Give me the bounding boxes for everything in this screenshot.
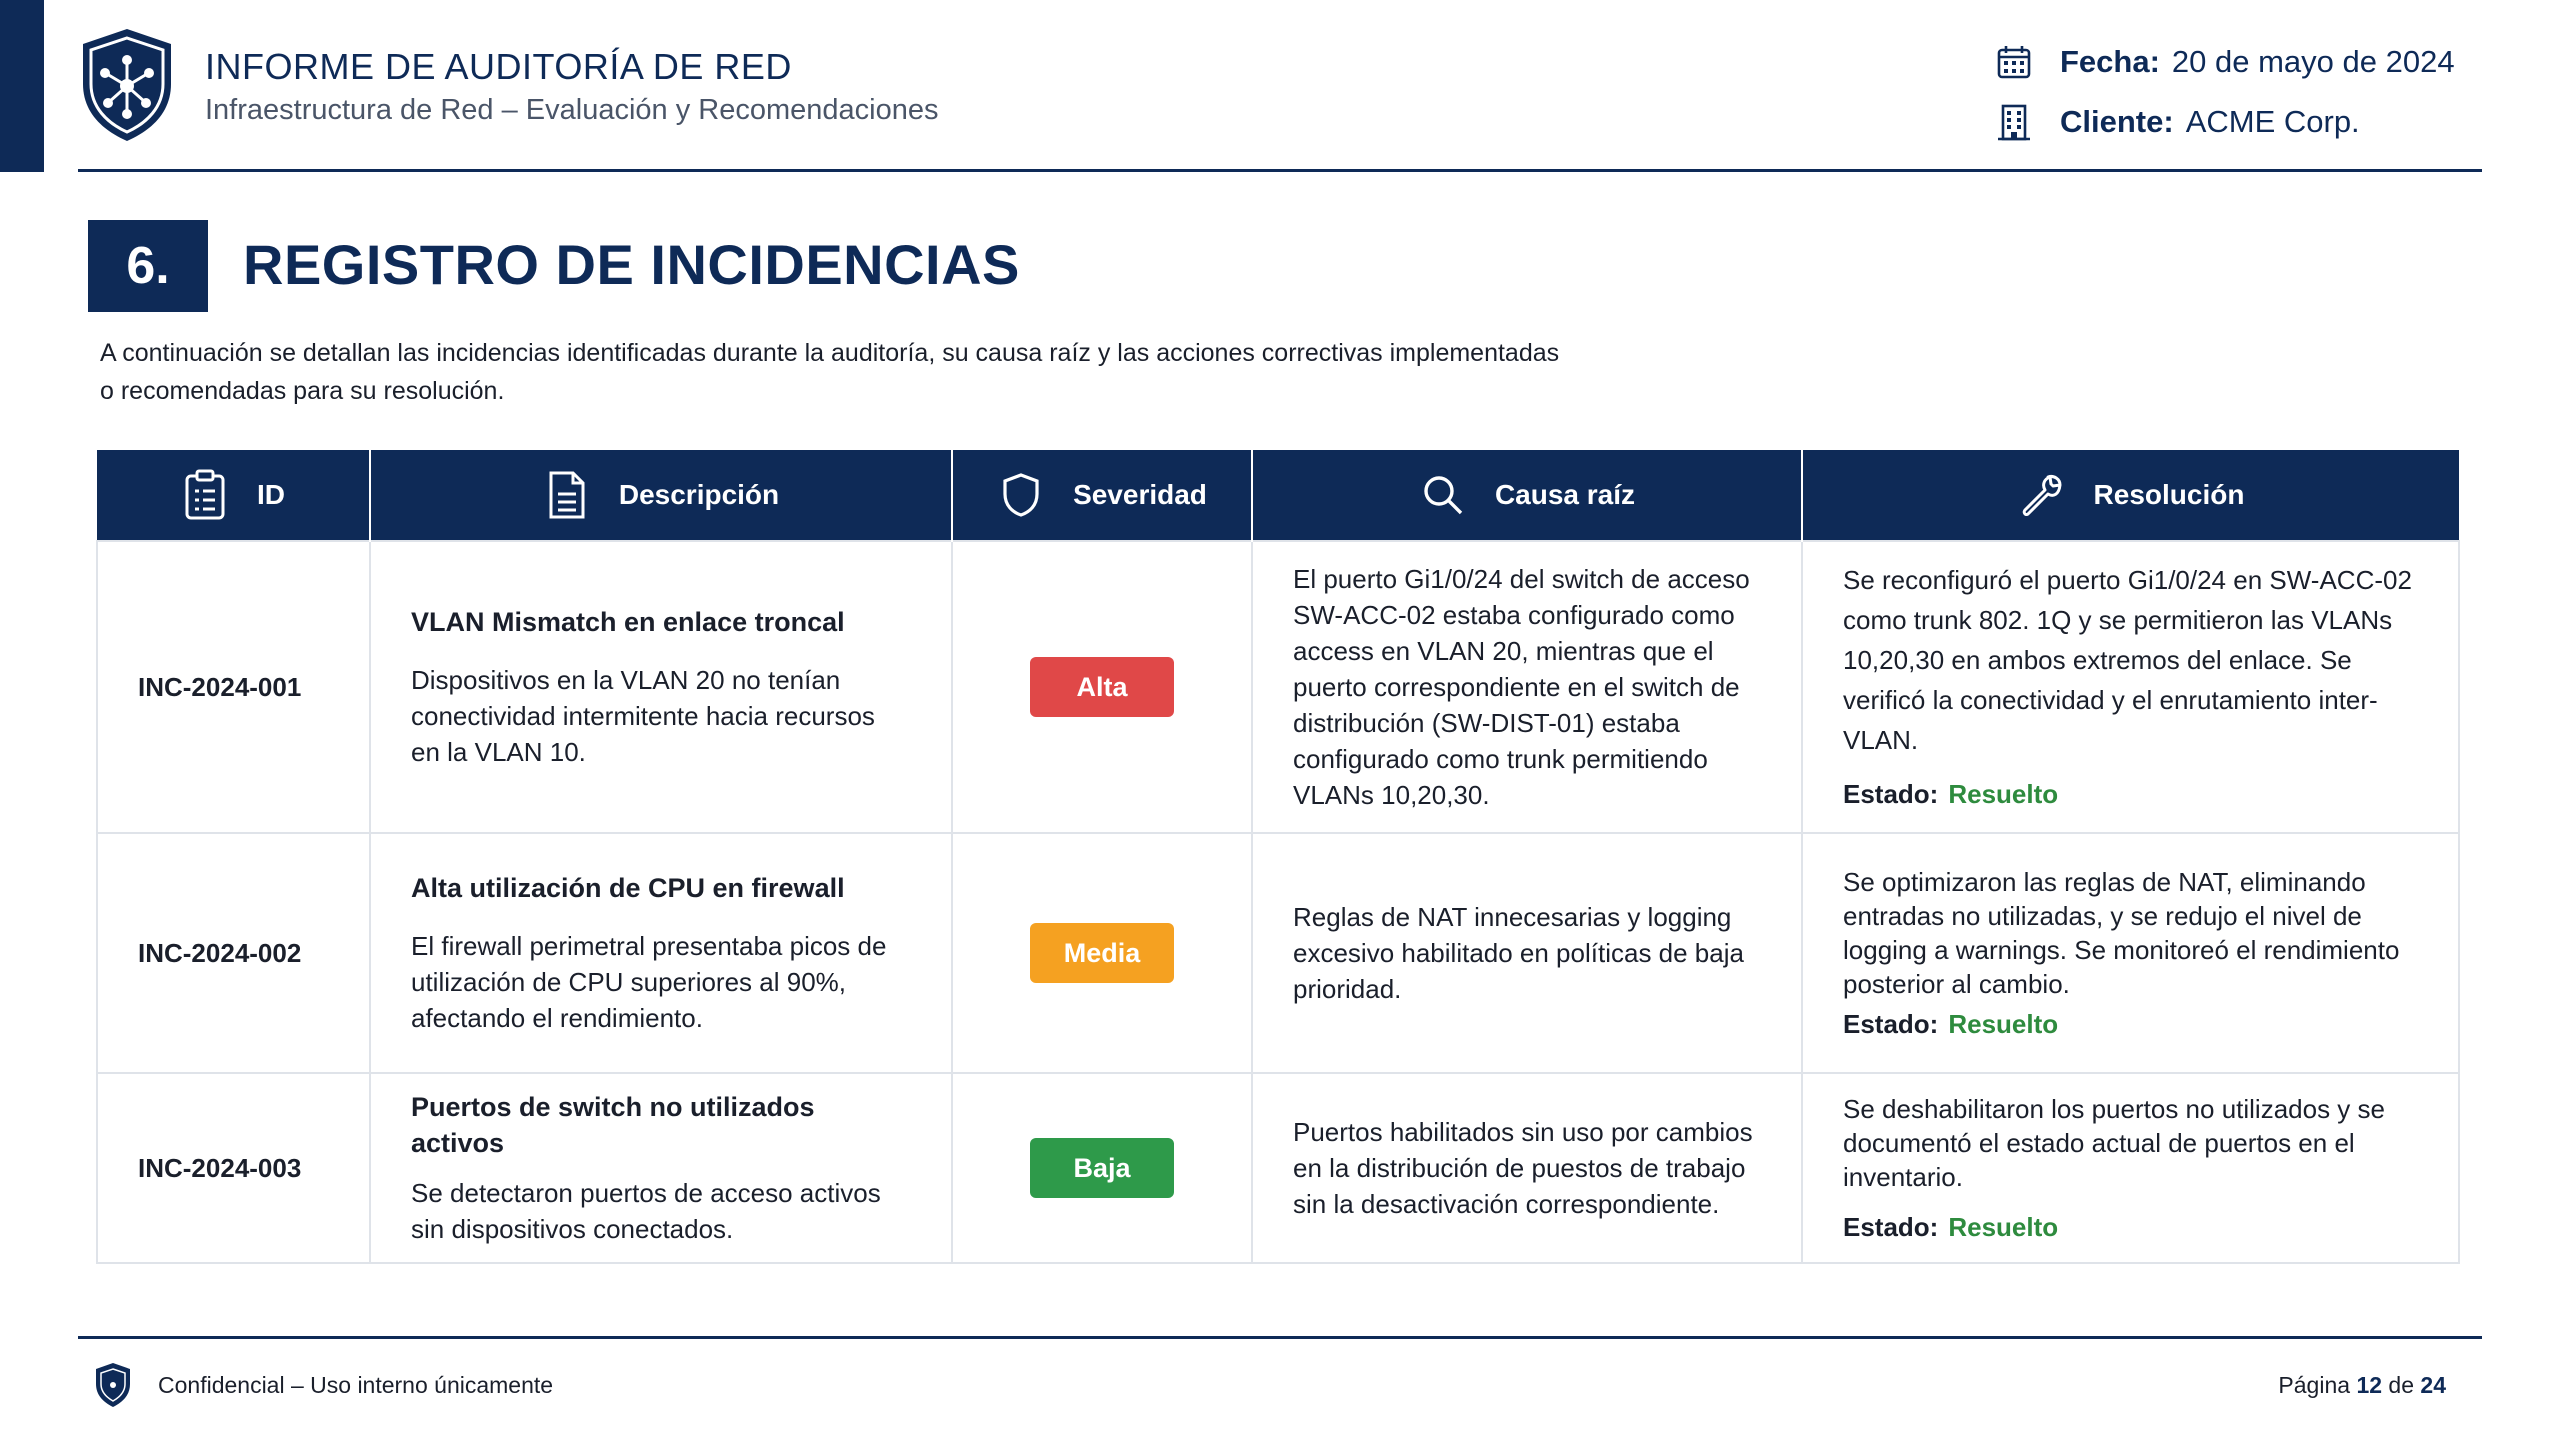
incident-description: Dispositivos en la VLAN 20 no tenían conectividad intermitente hacia recursos en la VLAN 10. <box>411 665 875 767</box>
table-row <box>97 833 2459 1073</box>
root-cause: Puertos habilitados sin uso por cambios en la distribución de puestos de trabajo sin la desactivación correspondiente. <box>1252 1073 1802 1263</box>
page-of: de <box>2388 1372 2415 1398</box>
status-line <box>1843 1007 2418 1041</box>
root-cause: Reglas de NAT innecesarias y logging excesivo habilitado en políticas de baja prioridad. <box>1252 833 1802 1073</box>
building-icon <box>1994 102 2034 142</box>
severity-cell <box>952 833 1252 1073</box>
incident-id: INC-2024-002 <box>97 833 370 1073</box>
wrench-icon <box>2018 471 2066 519</box>
client-row <box>1994 102 2360 142</box>
client-value: ACME Corp. <box>2185 104 2360 139</box>
col-header-id-label: ID <box>257 479 285 510</box>
document-icon <box>543 471 591 519</box>
resolution-text: Se deshabilitaron los puertos no utilizados y se documentó el estado actual de puertos en el inventario. <box>1843 1094 2385 1192</box>
client-label: Cliente: <box>2060 104 2174 139</box>
page-current: 12 <box>2356 1372 2383 1398</box>
resolution-cell <box>1802 541 2459 833</box>
clipboard-icon <box>181 471 229 519</box>
col-header-id <box>97 450 370 541</box>
incident-title: Alta utilización de CPU en firewall <box>411 873 845 903</box>
page-label: Página <box>2278 1372 2351 1398</box>
severity-cell <box>952 1073 1252 1263</box>
incident-description-cell <box>370 833 952 1073</box>
col-header-resolution <box>1802 450 2459 541</box>
date-row <box>1994 42 2455 82</box>
status-label: Estado: <box>1843 1212 1939 1242</box>
incident-title: VLAN Mismatch en enlace troncal <box>411 607 845 637</box>
footer-confidential: Confidencial – Uso interno únicamente <box>158 1372 554 1398</box>
status-value: Resuelto <box>1948 1009 2059 1039</box>
report-title: INFORME DE AUDITORÍA DE RED <box>205 46 792 87</box>
resolution-cell <box>1802 1073 2459 1263</box>
table-row <box>97 541 2459 833</box>
incident-description-cell <box>370 1073 952 1263</box>
table-header-row <box>97 450 2459 541</box>
calendar-icon <box>1994 42 2034 82</box>
left-accent-bar <box>0 0 44 172</box>
page-indicator <box>2278 1372 2446 1399</box>
page-total: 24 <box>2420 1372 2446 1398</box>
col-header-description-label: Descripción <box>618 479 780 510</box>
col-header-root-cause <box>1252 450 1802 541</box>
intro-line-1: A continuación se detallan las incidencias identificadas durante la auditoría, su causa raíz y las acciones correctivas implementadas <box>100 339 1560 367</box>
status-line <box>1843 1210 2418 1244</box>
incident-description: Se detectaron puertos de acceso activos sin dispositivos conectados. <box>411 1178 881 1244</box>
incident-id: INC-2024-001 <box>97 541 370 833</box>
col-header-severity <box>952 450 1252 541</box>
shield-icon <box>997 471 1045 519</box>
col-header-description <box>370 450 952 541</box>
col-header-resolution-label: Resolución <box>2093 479 2245 510</box>
resolution-text: Se optimizaron las reglas de NAT, eliminando entradas no utilizadas, y se redujo el nivel de logging a warnings. Se monitoreó el rendimiento posterior al cambio. <box>1843 867 2400 999</box>
header-divider <box>78 169 2482 172</box>
incident-id: INC-2024-003 <box>97 1073 370 1263</box>
report-subtitle: Infraestructura de Red – Evaluación y Recomendaciones <box>205 94 939 126</box>
date-label: Fecha: <box>2060 44 2160 79</box>
severity-badge: Baja <box>1030 1138 1174 1198</box>
status-label: Estado: <box>1843 779 1939 809</box>
date-value: 20 de mayo de 2024 <box>2171 44 2455 79</box>
table-row <box>97 1073 2459 1263</box>
incident-description-cell <box>370 541 952 833</box>
severity-cell <box>952 541 1252 833</box>
incident-description: El firewall perimetral presentaba picos de utilización de CPU superiores al 90%, afectando el rendimiento. <box>411 931 887 1033</box>
status-label: Estado: <box>1843 1009 1939 1039</box>
section-title: REGISTRO DE INCIDENCIAS <box>243 233 1020 296</box>
section-number: 6. <box>88 220 208 312</box>
severity-badge: Media <box>1030 923 1174 983</box>
shield-network-icon <box>78 26 176 144</box>
status-value: Resuelto <box>1948 779 2059 809</box>
root-cause: El puerto Gi1/0/24 del switch de acceso SW-ACC-02 estaba configurado como access en VLAN 20, mientras que el puerto correspondiente en el switch de distribución (SW-DIST-01) estaba configurado como trunk permitiendo VLANs 10,20,30. <box>1252 541 1802 833</box>
incident-title: Puertos de switch no utilizados activos <box>411 1092 815 1158</box>
col-header-severity-label: Severidad <box>1073 479 1207 510</box>
severity-badge: Alta <box>1030 657 1174 717</box>
search-icon <box>1419 471 1467 519</box>
section-intro <box>100 334 1760 410</box>
shield-logo-icon <box>94 1362 132 1408</box>
status-line <box>1843 774 2418 814</box>
footer-divider <box>78 1336 2482 1339</box>
col-header-root-cause-label: Causa raíz <box>1494 479 1636 510</box>
status-value: Resuelto <box>1948 1212 2059 1242</box>
resolution-text: Se reconfiguró el puerto Gi1/0/24 en SW-ACC-02 como trunk 802. 1Q y se permitieron las VLANs 10,20,30 en ambos extremos del enlace. Se verificó la conectividad y el enrutamiento inter-VLAN. <box>1843 565 2412 755</box>
intro-line-2: o recomendadas para su resolución. <box>100 377 505 405</box>
resolution-cell <box>1802 833 2459 1073</box>
incidents-table <box>96 450 2460 1264</box>
